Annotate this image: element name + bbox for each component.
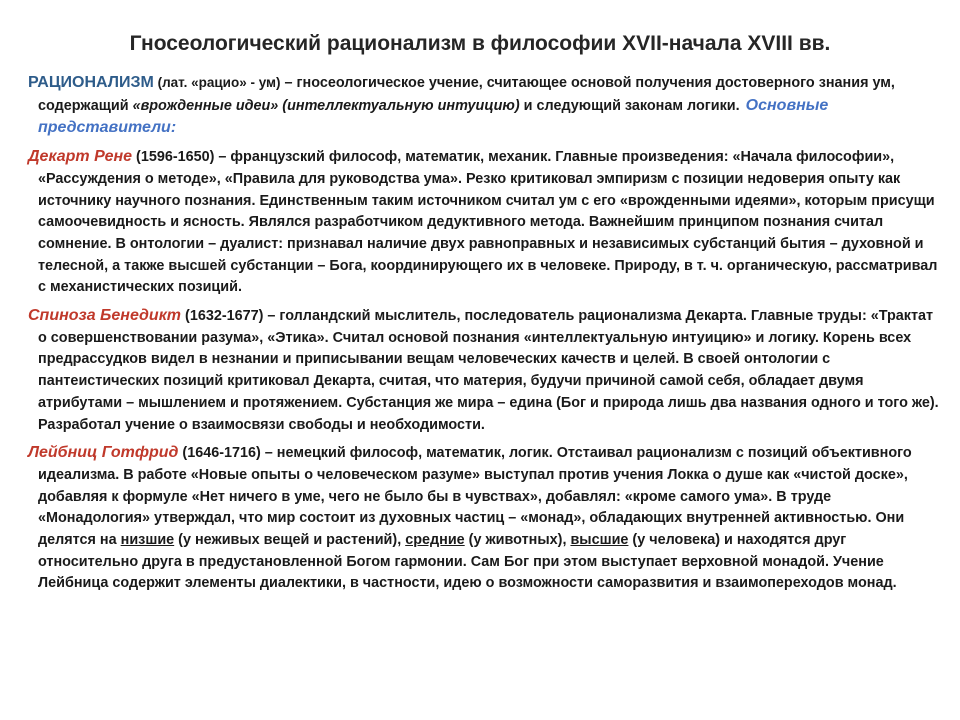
- page-title: Гносеологический рационализм в философии XVII-начала XVIII вв.: [129, 32, 831, 55]
- spinoza-paragraph: [28, 305, 940, 436]
- leibniz-text-3: (у животных),: [464, 532, 571, 549]
- higher-monads: высшие: [570, 532, 629, 549]
- descartes-name: Декарт Рене: [28, 148, 133, 166]
- etymology: (лат. «рацио» - ум): [153, 75, 281, 90]
- rationalism-term: РАЦИОНАЛИЗМ: [28, 74, 154, 91]
- descartes-paragraph: [28, 146, 940, 299]
- representatives-heading: Основные представители:: [38, 96, 829, 137]
- leibniz-text-4: (у человека) и находятся друг относительно друга в предустановленной Богом гармонии. Сам Бог при этом выступает верховной монадой. Учение Лейбница содержит элементы диалектики, в частности, идею о возможности саморазвития и взаимопереходов монад.: [38, 532, 897, 592]
- intro-text-1: – гносеологическое учение, считающее основой получения достоверного знания ум, содержащий: [38, 75, 895, 114]
- intro-text-2: и следующий законам логики.: [519, 97, 740, 114]
- slide-body: [28, 72, 940, 601]
- middle-monads: средние: [405, 532, 465, 549]
- innate-ideas: «врожденные идеи» (интеллектуальную интуицию): [132, 97, 520, 114]
- spinoza-name: Спиноза Бенедикт: [28, 307, 182, 325]
- spinoza-text: (1632-1677) – голландский мыслитель, последователь рационализма Декарта. Главные труды: «Трактат о совершенствовании разума», «Этика». Считал основой познания «интеллектуальную интуицию» и логику. Корень всех предрассудков видел в незнании и приписывании вещам человеческих качеств и целей. В своей онтологии с пантеистических позиций критиковал Декарта, считая, что материя, будучи причиной самой себя, обладает двумя атрибутами – мышлением и протяжением. Субстанция же мира – едина (Бог и природа лишь два названия одного и того же). Разработал учение о взаимосвязи свободы и необходимости.: [38, 308, 939, 433]
- intro-paragraph: [28, 72, 940, 140]
- descartes-text: (1596-1650) – французский философ, математик, механик. Главные произведения: «Начала философии», «Рассуждения о методе», «Правила для руководства ума». Резко критиковал эмпиризм с позиции недоверия опыту как источнику научного познания. Единственным таким источником считал ум с его «врожденными идеями», которым присущи самоочевидность и ясность. Являлся разработчиком дедуктивного метода. Важнейшим принципом познания считал сомнение. В онтологии – дуалист: признавал наличие двух равноправных и независимых субстанций бытия – духовной и телесной, а также высшей субстанции – Бога, координирующего их в человеке. Природу, в т. ч. органическую, рассматривал с механистических позиций.: [38, 149, 938, 296]
- lower-monads: низшие: [120, 532, 175, 549]
- leibniz-text-2: (у неживых вещей и растений),: [174, 532, 406, 549]
- leibniz-paragraph: [28, 442, 940, 595]
- leibniz-name: Лейбниц Готфрид: [28, 444, 179, 462]
- leibniz-text-1: (1646-1716) – немецкий философ, математик, логик. Отстаивал рационализм с позиций объективного идеализма. В работе «Новые опыты о человеческом разуме» выступал против учения Локка о душе как «чистой доске», добавляя к формуле «Нет ничего в уме, чего не было бы в чувствах», добавлял: «кроме самого ума». В труде «Монадология» утверждал, что мир состоит из духовных частиц – «монад», обладающих внутренней активностью. Они делятся на: [38, 445, 912, 549]
